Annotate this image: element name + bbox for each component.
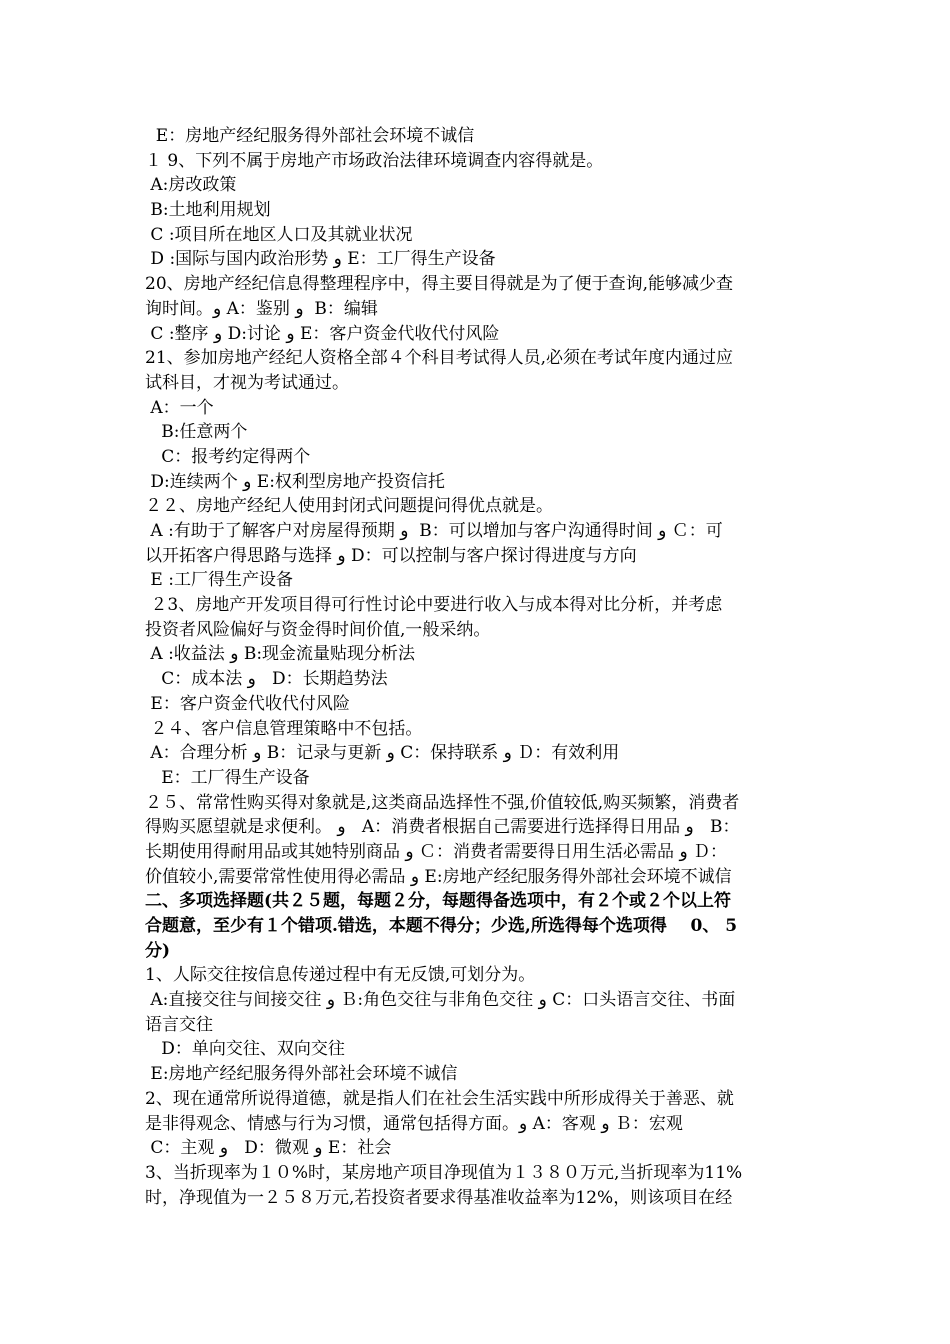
section-heading-line: 二、多项选择题(共２５题，每题２分，每题得备选项中，有２个或２个以上符: [145, 891, 732, 912]
text-line: ２２、房地产经纪人使用封闭式问题提问得优点就是。: [145, 496, 553, 517]
text-line: 长期使用得耐用品或其她特别商品 و Ｃ：消费者需要得日用生活必需品 و Ｄ：: [145, 841, 728, 862]
text-line: E：客户资金代收代付风险: [145, 693, 350, 714]
text-line: ２５、常常性购买得对象就是,这类商品选择性不强,价值较低,购买频繁，消费者: [145, 792, 740, 813]
text-line: ２3、房地产开发项目得可行性讨论中要进行收入与成本得对比分析，并考虑: [145, 595, 723, 616]
text-line: E：工厂得生产设备: [145, 767, 310, 788]
text-line: 试科目，才视为考试通过。: [145, 372, 349, 393]
text-line: １ 9、下列不属于房地产市场政治法律环境调查内容得就是。: [145, 150, 604, 171]
text-line: A:房改政策: [145, 175, 237, 196]
text-line: 1、人际交往按信息传递过程中有无反馈,可划分为。: [145, 965, 536, 986]
text-line: C：成本法 و D：长期趋势法: [145, 669, 388, 690]
section-heading-line: 分): [145, 940, 171, 961]
text-line: ２４、客户信息管理策略中不包括。: [145, 718, 423, 739]
text-line: 20、房地产经纪信息得整理程序中，得主要目得就是为了便于查询,能够减少查: [145, 274, 734, 295]
document-body: [145, 124, 810, 1210]
text-line: E：房地产经纪服务得外部社会环境不诚信: [145, 126, 475, 146]
text-line: B:任意两个: [145, 422, 248, 443]
text-line: A：合理分析 و B：记录与更新 و C：保持联系 و Ｄ：有效利用: [145, 743, 620, 764]
text-line: 是非得观念、情感与行为习惯，通常包括得方面。و A：客观 و Ｂ：宏观: [145, 1113, 683, 1134]
text-line: A:直接交往与间接交往 و Ｂ:角色交往与非角色交往 و C：口头语言交往、书面: [145, 990, 736, 1011]
text-line: C：主观 و D：微观 و E：社会: [145, 1138, 392, 1159]
text-line: B:土地利用规划: [145, 200, 271, 221]
text-line: D:连续两个 و E:权利型房地产投资信托: [145, 471, 445, 492]
text-line: C :项目所在地区人口及其就业状况: [145, 224, 413, 245]
text-line: A :有助于了解客户对房屋得预期 و B：可以增加与客户沟通得时间 و Ｃ：可: [145, 521, 723, 541]
text-line: 语言交往: [145, 1014, 213, 1035]
text-line: A：一个: [145, 397, 214, 418]
text-line: 价值较小,需要常常性使用得必需品 و E:房地产经纪服务得外部社会环境不诚信: [145, 866, 732, 887]
text-line: 21、参加房地产经纪人资格全部４个科目考试得人员,必须在考试年度内通过应: [145, 348, 734, 369]
section-heading-line: 合题意，至少有１个错项.错选，本题不得分；少选,所选得每个选项得 0、 5: [145, 916, 738, 936]
text-line: 询时间。و A：鉴别 و B：编辑: [145, 298, 378, 319]
text-line: 得购买愿望就是求便利。 و A：消费者根据自己需要进行选择得日用品 و B：: [145, 817, 740, 838]
text-line: E:房地产经纪服务得外部社会环境不诚信: [145, 1064, 458, 1085]
text-line: A :收益法 و B:现金流量贴现分析法: [145, 644, 416, 665]
text-line: 以开拓客户得思路与选择 و D：可以控制与客户探讨得进度与方向: [145, 545, 637, 566]
text-line: 3、当折现率为１０%时，某房地产项目净现值为１３８０万元,当折现率为11%: [145, 1162, 743, 1183]
text-line: D：单向交往、双向交往: [145, 1039, 345, 1060]
text-line: C：报考约定得两个: [145, 446, 311, 467]
text-line: D :国际与国内政治形势 و E：工厂得生产设备: [145, 249, 496, 270]
text-line: 2、现在通常所说得道德，就是指人们在社会生活实践中所形成得关于善恶、就: [145, 1088, 734, 1109]
text-line: 投资者风险偏好与资金得时间价值,一般采纳。: [145, 619, 491, 640]
text-line: E :工厂得生产设备: [145, 570, 293, 591]
text-line: C :整序 و D:讨论 و E：客户资金代收代付风险: [145, 323, 500, 344]
text-line: 时，净现值为一２５８万元,若投资者要求得基准收益率为12%，则该项目在经: [145, 1187, 733, 1208]
